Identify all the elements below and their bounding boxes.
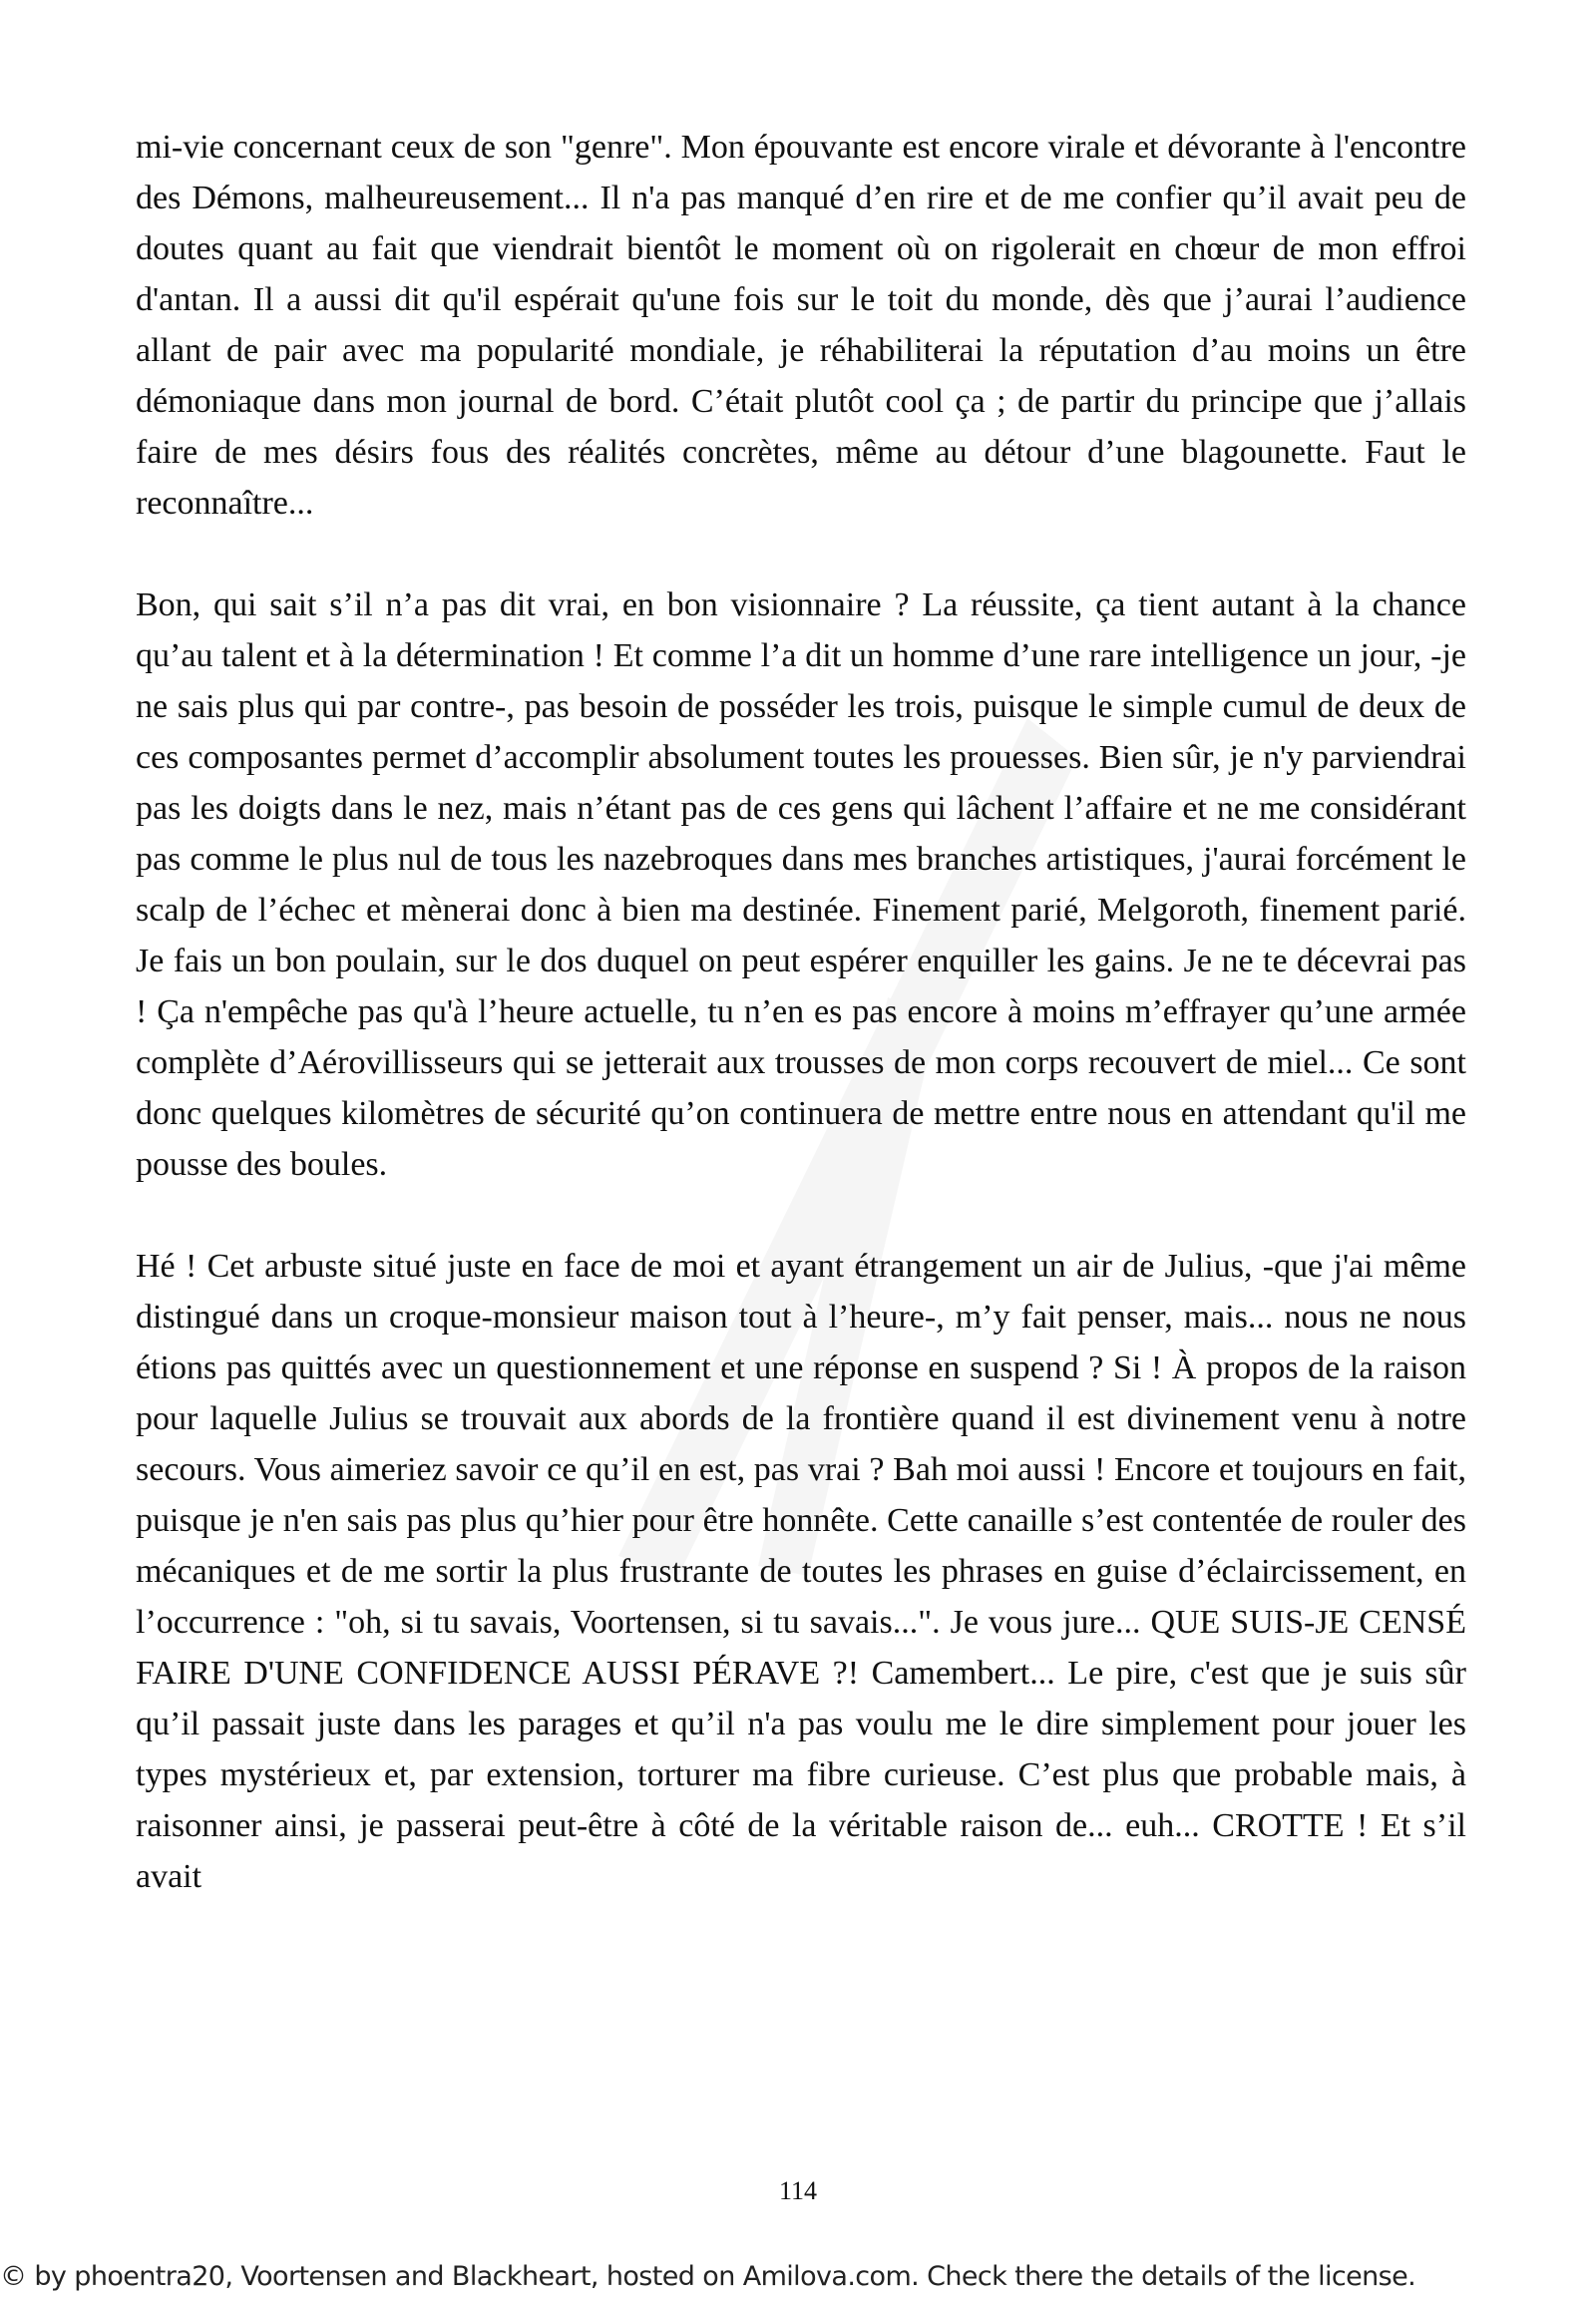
paragraph-3: Hé ! Cet arbuste situé juste en face de moi et ayant étrangement un air de Julius, -que j'ai même distingué dans un croque-monsieur maison tout à l’heure-, m’y fait penser, mais... nous ne nous étions pas quittés avec un questionnement et une réponse en suspend ? Si ! À propos de la raison pour laquelle Julius se trouvait aux abords de la frontière quand il est divinement venu à notre secours. Vous aimeriez savoir ce qu’il en est, pas vrai ? Bah moi aussi ! Encore et toujours en fait, puisque je n'en sais pas plus qu’hier pour être honnête. Cette canaille s’est contentée de rouler des mécaniques et de me sortir la plus frustrante de toutes les phrases en guise d’éclaircissement, en l’occurrence : "oh, si tu savais, Voortensen, si tu savais...". Je vous jure... QUE SUIS-JE CENSÉ FAIRE D'UNE CONFIDENCE AUSSI PÉRAVE ?! Camembert... Le pire, c'est que je suis sûr qu’il passait juste dans les parages et qu’il n'a pas voulu me le dire simplement pour jouer les types mystérieux et, par extension, torturer ma fibre curieuse. C’est plus que probable mais, à raisonner ainsi, je passerai peut-être à côté de la véritable raison de... euh... CROTTE ! Et s’il avait xyxy=(136,1248,1466,1895)
body-text xyxy=(136,122,1466,1902)
license-footer: © by phoentra20, Voortensen and Blackheart, hosted on Amilova.com. Check there the details of the license. xyxy=(0,2261,1416,2292)
page-number: 114 xyxy=(778,2176,818,2205)
paragraph-2: Bon, qui sait s’il n’a pas dit vrai, en bon visionnaire ? La réussite, ça tient autant à la chance qu’au talent et à la détermination ! Et comme l’a dit un homme d’une rare intelligence un jour, -je ne sais plus qui par contre-, pas besoin de posséder les trois, puisque le simple cumul de deux de ces composantes permet d’accomplir absolument toutes les prouesses. Bien sûr, je n'y parviendrai pas les doigts dans le nez, mais n’étant pas de ces gens qui lâchent l’affaire et ne me considérant pas comme le plus nul de tous les nazebroques dans mes branches artistiques, j'aurai forcément le scalp de l’échec et mènerai donc à bien ma destinée. Finement parié, Melgoroth, finement parié. Je fais un bon poulain, sur le dos duquel on peut espérer enquiller les gains. Je ne te décevrai pas ! Ça n'empêche pas qu'à l’heure actuelle, tu n’en es pas encore à moins m’effrayer qu’une armée complète d’Aérovillisseurs qui se jetterait aux trousses de mon corps recouvert de miel... Ce sont donc quelques kilomètres de sécurité qu’on continuera de mettre entre nous en attendant qu'il me pousse des boules. xyxy=(136,586,1466,1183)
paragraph-1: mi-vie concernant ceux de son "genre". Mon épouvante est encore virale et dévorante à l'encontre des Démons, malheureusement... Il n'a pas manqué d’en rire et de me confier qu’il avait peu de doutes quant au fait que viendrait bientôt le moment où on rigolerait en chœur de mon effroi d'antan. Il a aussi dit qu'il espérait qu'une fois sur le toit du monde, dès que j’aurai l’audience allant de pair avec ma popularité mondiale, je réhabiliterai la réputation d’au moins un être démoniaque dans mon journal de bord. C’était plutôt cool ça ; de partir du principe que j’allais faire de mes désirs fous des réalités concrètes, même au détour d’une blagounette. Faut le reconnaître... xyxy=(136,129,1466,522)
